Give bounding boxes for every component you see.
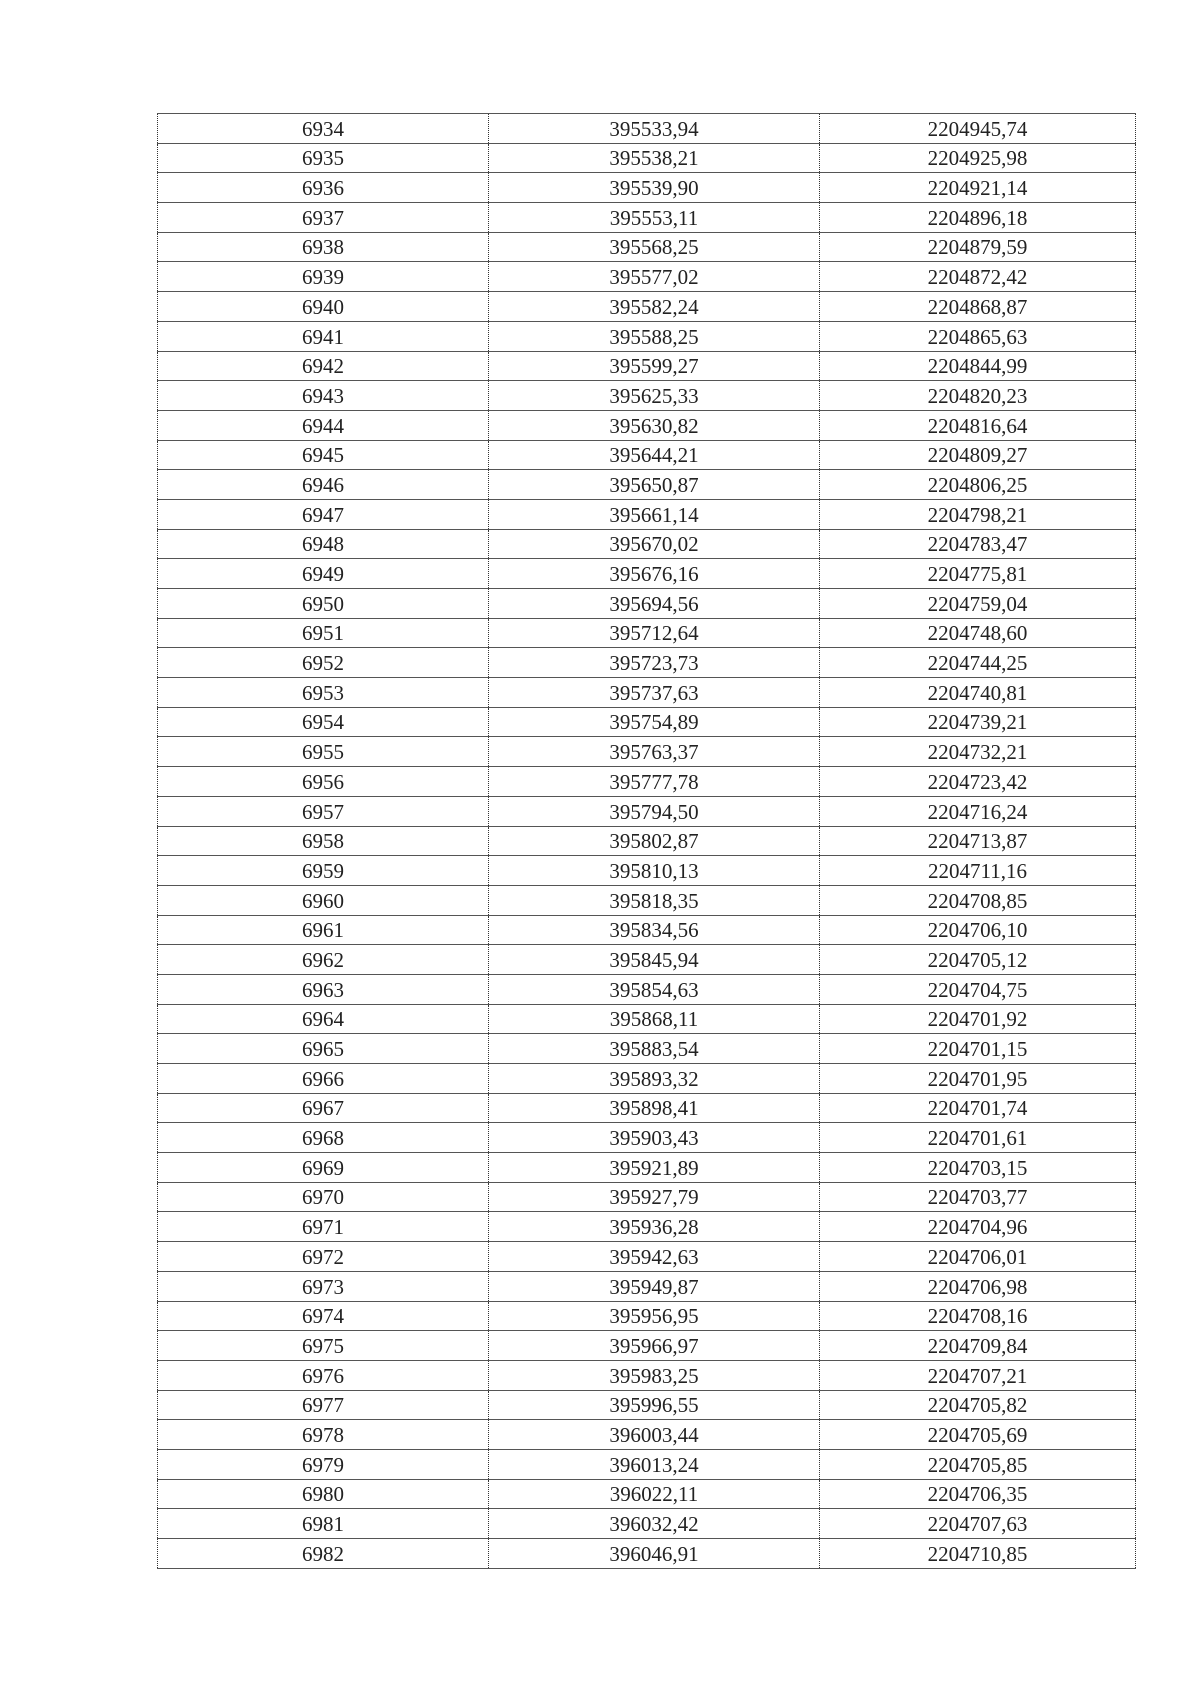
table-row: [158, 767, 1136, 797]
x-coordinate-cell: 395893,32: [489, 1064, 820, 1094]
point-number-cell: 6971: [158, 1212, 489, 1242]
y-coordinate-cell: 2204739,21: [820, 707, 1136, 737]
point-number-cell: 6936: [158, 173, 489, 203]
y-coordinate-cell: 2204701,61: [820, 1123, 1136, 1153]
point-number-cell: 6961: [158, 915, 489, 945]
y-coordinate-cell: 2204704,96: [820, 1212, 1136, 1242]
y-coordinate-cell: 2204710,85: [820, 1539, 1136, 1569]
point-number-cell: 6973: [158, 1271, 489, 1301]
x-coordinate-cell: 396046,91: [489, 1539, 820, 1569]
x-coordinate-cell: 395644,21: [489, 440, 820, 470]
x-coordinate-cell: 395737,63: [489, 678, 820, 708]
point-number-cell: 6966: [158, 1064, 489, 1094]
point-number-cell: 6976: [158, 1360, 489, 1390]
table-row: [158, 648, 1136, 678]
y-coordinate-cell: 2204706,01: [820, 1242, 1136, 1272]
point-number-cell: 6944: [158, 410, 489, 440]
table-row: [158, 203, 1136, 233]
point-number-cell: 6962: [158, 945, 489, 975]
point-number-cell: 6982: [158, 1539, 489, 1569]
point-number-cell: 6960: [158, 885, 489, 915]
point-number-cell: 6940: [158, 292, 489, 322]
x-coordinate-cell: 395599,27: [489, 351, 820, 381]
point-number-cell: 6947: [158, 499, 489, 529]
point-number-cell: 6938: [158, 232, 489, 262]
x-coordinate-cell: 395582,24: [489, 292, 820, 322]
table-row: [158, 1153, 1136, 1183]
table-row: [158, 1093, 1136, 1123]
point-number-cell: 6949: [158, 559, 489, 589]
table-row: [158, 1034, 1136, 1064]
y-coordinate-cell: 2204705,69: [820, 1420, 1136, 1450]
point-number-cell: 6934: [158, 114, 489, 144]
y-coordinate-cell: 2204945,74: [820, 114, 1136, 144]
point-number-cell: 6959: [158, 856, 489, 886]
table-row: [158, 707, 1136, 737]
x-coordinate-cell: 395794,50: [489, 796, 820, 826]
table-row: [158, 262, 1136, 292]
y-coordinate-cell: 2204706,98: [820, 1271, 1136, 1301]
table-row: [158, 885, 1136, 915]
y-coordinate-cell: 2204701,15: [820, 1034, 1136, 1064]
y-coordinate-cell: 2204806,25: [820, 470, 1136, 500]
x-coordinate-cell: 396003,44: [489, 1420, 820, 1450]
coordinates-table: [157, 113, 1136, 1569]
point-number-cell: 6956: [158, 767, 489, 797]
table-row: [158, 1509, 1136, 1539]
x-coordinate-cell: 396032,42: [489, 1509, 820, 1539]
table-row: [158, 974, 1136, 1004]
y-coordinate-cell: 2204775,81: [820, 559, 1136, 589]
table-row: [158, 1420, 1136, 1450]
point-number-cell: 6953: [158, 678, 489, 708]
point-number-cell: 6958: [158, 826, 489, 856]
table-row: [158, 351, 1136, 381]
y-coordinate-cell: 2204708,16: [820, 1301, 1136, 1331]
table-row: [158, 1539, 1136, 1569]
x-coordinate-cell: 395712,64: [489, 618, 820, 648]
x-coordinate-cell: 395676,16: [489, 559, 820, 589]
y-coordinate-cell: 2204732,21: [820, 737, 1136, 767]
table-row: [158, 440, 1136, 470]
point-number-cell: 6972: [158, 1242, 489, 1272]
x-coordinate-cell: 395661,14: [489, 499, 820, 529]
y-coordinate-cell: 2204740,81: [820, 678, 1136, 708]
table-row: [158, 114, 1136, 144]
table-row: [158, 737, 1136, 767]
table-row: [158, 856, 1136, 886]
x-coordinate-cell: 395810,13: [489, 856, 820, 886]
point-number-cell: 6950: [158, 589, 489, 619]
x-coordinate-cell: 396013,24: [489, 1449, 820, 1479]
y-coordinate-cell: 2204713,87: [820, 826, 1136, 856]
table-row: [158, 589, 1136, 619]
table-row: [158, 410, 1136, 440]
table-row: [158, 1449, 1136, 1479]
table-row: [158, 559, 1136, 589]
y-coordinate-cell: 2204809,27: [820, 440, 1136, 470]
point-number-cell: 6937: [158, 203, 489, 233]
x-coordinate-cell: 395956,95: [489, 1301, 820, 1331]
point-number-cell: 6977: [158, 1390, 489, 1420]
point-number-cell: 6963: [158, 974, 489, 1004]
table-row: [158, 173, 1136, 203]
point-number-cell: 6942: [158, 351, 489, 381]
y-coordinate-cell: 2204748,60: [820, 618, 1136, 648]
table-row: [158, 1182, 1136, 1212]
point-number-cell: 6981: [158, 1509, 489, 1539]
point-number-cell: 6969: [158, 1153, 489, 1183]
point-number-cell: 6964: [158, 1004, 489, 1034]
point-number-cell: 6952: [158, 648, 489, 678]
x-coordinate-cell: 395577,02: [489, 262, 820, 292]
x-coordinate-cell: 395694,56: [489, 589, 820, 619]
x-coordinate-cell: 395588,25: [489, 321, 820, 351]
point-number-cell: 6951: [158, 618, 489, 648]
y-coordinate-cell: 2204701,74: [820, 1093, 1136, 1123]
table-row: [158, 1123, 1136, 1153]
table-row: [158, 1301, 1136, 1331]
x-coordinate-cell: 395568,25: [489, 232, 820, 262]
x-coordinate-cell: 395966,97: [489, 1331, 820, 1361]
y-coordinate-cell: 2204925,98: [820, 143, 1136, 173]
table-row: [158, 232, 1136, 262]
point-number-cell: 6970: [158, 1182, 489, 1212]
point-number-cell: 6979: [158, 1449, 489, 1479]
point-number-cell: 6954: [158, 707, 489, 737]
table-row: [158, 618, 1136, 648]
x-coordinate-cell: 395763,37: [489, 737, 820, 767]
point-number-cell: 6980: [158, 1479, 489, 1509]
y-coordinate-cell: 2204744,25: [820, 648, 1136, 678]
point-number-cell: 6939: [158, 262, 489, 292]
y-coordinate-cell: 2204820,23: [820, 381, 1136, 411]
x-coordinate-cell: 395868,11: [489, 1004, 820, 1034]
table-row: [158, 915, 1136, 945]
x-coordinate-cell: 395903,43: [489, 1123, 820, 1153]
x-coordinate-cell: 395996,55: [489, 1390, 820, 1420]
coordinates-table-body: [158, 114, 1136, 1569]
y-coordinate-cell: 2204865,63: [820, 321, 1136, 351]
y-coordinate-cell: 2204708,85: [820, 885, 1136, 915]
y-coordinate-cell: 2204783,47: [820, 529, 1136, 559]
y-coordinate-cell: 2204709,84: [820, 1331, 1136, 1361]
x-coordinate-cell: 395625,33: [489, 381, 820, 411]
y-coordinate-cell: 2204701,95: [820, 1064, 1136, 1094]
point-number-cell: 6957: [158, 796, 489, 826]
point-number-cell: 6974: [158, 1301, 489, 1331]
table-row: [158, 1390, 1136, 1420]
point-number-cell: 6935: [158, 143, 489, 173]
x-coordinate-cell: 395802,87: [489, 826, 820, 856]
y-coordinate-cell: 2204716,24: [820, 796, 1136, 826]
x-coordinate-cell: 395818,35: [489, 885, 820, 915]
y-coordinate-cell: 2204759,04: [820, 589, 1136, 619]
table-row: [158, 499, 1136, 529]
table-row: [158, 796, 1136, 826]
x-coordinate-cell: 395883,54: [489, 1034, 820, 1064]
x-coordinate-cell: 395927,79: [489, 1182, 820, 1212]
x-coordinate-cell: 395921,89: [489, 1153, 820, 1183]
point-number-cell: 6965: [158, 1034, 489, 1064]
table-row: [158, 1331, 1136, 1361]
y-coordinate-cell: 2204704,75: [820, 974, 1136, 1004]
point-number-cell: 6941: [158, 321, 489, 351]
x-coordinate-cell: 395538,21: [489, 143, 820, 173]
x-coordinate-cell: 395949,87: [489, 1271, 820, 1301]
point-number-cell: 6975: [158, 1331, 489, 1361]
y-coordinate-cell: 2204868,87: [820, 292, 1136, 322]
point-number-cell: 6967: [158, 1093, 489, 1123]
x-coordinate-cell: 395670,02: [489, 529, 820, 559]
y-coordinate-cell: 2204798,21: [820, 499, 1136, 529]
x-coordinate-cell: 395942,63: [489, 1242, 820, 1272]
x-coordinate-cell: 395845,94: [489, 945, 820, 975]
y-coordinate-cell: 2204816,64: [820, 410, 1136, 440]
table-row: [158, 945, 1136, 975]
y-coordinate-cell: 2204706,35: [820, 1479, 1136, 1509]
table-row: [158, 1064, 1136, 1094]
y-coordinate-cell: 2204921,14: [820, 173, 1136, 203]
point-number-cell: 6955: [158, 737, 489, 767]
table-row: [158, 470, 1136, 500]
table-row: [158, 678, 1136, 708]
point-number-cell: 6978: [158, 1420, 489, 1450]
y-coordinate-cell: 2204723,42: [820, 767, 1136, 797]
y-coordinate-cell: 2204711,16: [820, 856, 1136, 886]
y-coordinate-cell: 2204707,63: [820, 1509, 1136, 1539]
y-coordinate-cell: 2204879,59: [820, 232, 1136, 262]
point-number-cell: 6943: [158, 381, 489, 411]
table-row: [158, 826, 1136, 856]
y-coordinate-cell: 2204844,99: [820, 351, 1136, 381]
x-coordinate-cell: 395539,90: [489, 173, 820, 203]
x-coordinate-cell: 395834,56: [489, 915, 820, 945]
x-coordinate-cell: 395898,41: [489, 1093, 820, 1123]
y-coordinate-cell: 2204707,21: [820, 1360, 1136, 1390]
x-coordinate-cell: 395630,82: [489, 410, 820, 440]
point-number-cell: 6946: [158, 470, 489, 500]
table-row: [158, 1212, 1136, 1242]
y-coordinate-cell: 2204705,82: [820, 1390, 1136, 1420]
point-number-cell: 6945: [158, 440, 489, 470]
y-coordinate-cell: 2204896,18: [820, 203, 1136, 233]
table-row: [158, 1271, 1136, 1301]
x-coordinate-cell: 395854,63: [489, 974, 820, 1004]
y-coordinate-cell: 2204705,12: [820, 945, 1136, 975]
x-coordinate-cell: 395650,87: [489, 470, 820, 500]
table-row: [158, 529, 1136, 559]
table-row: [158, 143, 1136, 173]
table-row: [158, 292, 1136, 322]
y-coordinate-cell: 2204703,77: [820, 1182, 1136, 1212]
table-row: [158, 1004, 1136, 1034]
x-coordinate-cell: 395723,73: [489, 648, 820, 678]
table-row: [158, 1479, 1136, 1509]
x-coordinate-cell: 395983,25: [489, 1360, 820, 1390]
x-coordinate-cell: 395754,89: [489, 707, 820, 737]
table-row: [158, 1360, 1136, 1390]
x-coordinate-cell: 395553,11: [489, 203, 820, 233]
y-coordinate-cell: 2204872,42: [820, 262, 1136, 292]
y-coordinate-cell: 2204706,10: [820, 915, 1136, 945]
x-coordinate-cell: 395936,28: [489, 1212, 820, 1242]
y-coordinate-cell: 2204703,15: [820, 1153, 1136, 1183]
table-row: [158, 1242, 1136, 1272]
x-coordinate-cell: 395777,78: [489, 767, 820, 797]
y-coordinate-cell: 2204705,85: [820, 1449, 1136, 1479]
table-row: [158, 381, 1136, 411]
x-coordinate-cell: 395533,94: [489, 114, 820, 144]
point-number-cell: 6948: [158, 529, 489, 559]
table-row: [158, 321, 1136, 351]
point-number-cell: 6968: [158, 1123, 489, 1153]
x-coordinate-cell: 396022,11: [489, 1479, 820, 1509]
y-coordinate-cell: 2204701,92: [820, 1004, 1136, 1034]
